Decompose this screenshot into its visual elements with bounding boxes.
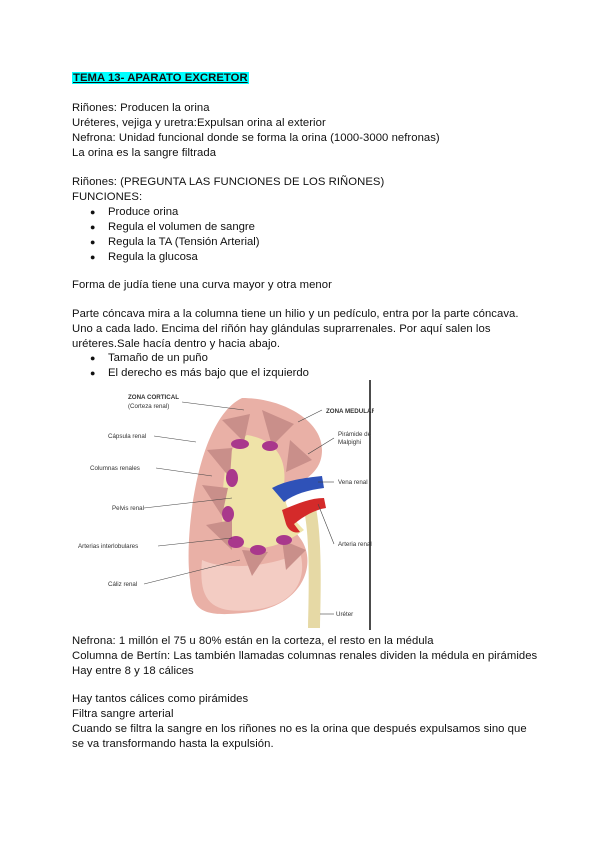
bullet-icon: ● bbox=[90, 237, 96, 247]
bullet-icon: ● bbox=[90, 353, 96, 363]
label-columnas-renales: Columnas renales bbox=[90, 465, 140, 472]
label-arteria-renal: Arteria renal bbox=[338, 541, 372, 548]
closing-line: Hay tantos cálices como pirámides bbox=[72, 693, 249, 705]
after-figure-line: Nefrona: 1 millón el 75 u 80% están en la corteza, el resto en la médula bbox=[72, 635, 434, 647]
closing-line: Filtra sangre arterial bbox=[72, 708, 174, 720]
kidney-illustration bbox=[72, 380, 374, 630]
intro-line: Nefrona: Unidad funcional donde se forma la orina (1000-3000 nefronas) bbox=[72, 132, 440, 144]
calyx-shape bbox=[228, 536, 244, 548]
after-figure-line: Columna de Bertín: Las también llamadas columnas renales dividen la médula en pirámides bbox=[72, 650, 538, 662]
kidneys-heading: Riñones: (PREGUNTA LAS FUNCIONES DE LOS RIÑONES) bbox=[72, 176, 385, 188]
bullet-icon: ● bbox=[90, 207, 96, 217]
concave-line: Uno a cada lado. Encima del riñón hay glándulas suprarrenales. Por aquí salen los bbox=[72, 323, 491, 335]
closing-line: Cuando se filtra la sangre en los riñones no es la orina que después expulsamos sino que bbox=[72, 723, 527, 735]
function-text: Regula la TA (Tensión Arterial) bbox=[108, 236, 260, 248]
label-piramide-2: Malpighi bbox=[338, 439, 362, 446]
label-arterias-interlobulares: Arterias interlobulares bbox=[78, 543, 139, 550]
title-text: TEMA 13- APARATO EXCRETOR bbox=[73, 72, 248, 84]
kidney-diagram bbox=[72, 380, 374, 630]
calyx-shape bbox=[226, 469, 238, 487]
intro-line: Riñones: Producen la orina bbox=[72, 102, 210, 114]
concave-line: Parte cóncava mira a la columna tiene un hilio y un pedículo, entra por la parte cóncava. bbox=[72, 308, 519, 320]
calyx-shape bbox=[222, 506, 234, 522]
document-title bbox=[72, 71, 249, 86]
label-capsula-renal: Cápsula renal bbox=[108, 433, 147, 440]
bullet-icon: ● bbox=[90, 368, 96, 378]
calyx-shape bbox=[250, 545, 266, 555]
functions-heading: FUNCIONES: bbox=[72, 191, 143, 203]
calyx-shape bbox=[262, 441, 278, 451]
bullet-icon: ● bbox=[90, 252, 96, 262]
function-text: Regula la glucosa bbox=[108, 251, 198, 263]
function-text: Produce orina bbox=[108, 206, 179, 218]
fact-text: El derecho es más bajo que el izquierdo bbox=[108, 367, 309, 379]
label-piramide-1: Pirámide de bbox=[338, 431, 372, 438]
label-vena-renal: Vena renal bbox=[338, 479, 368, 486]
label-pelvis-renal: Pelvis renal bbox=[112, 505, 144, 512]
label-caliz-renal: Cáliz renal bbox=[108, 581, 138, 588]
label-zona-medular: ZONA MEDULAR bbox=[326, 408, 374, 415]
calyx-shape bbox=[231, 439, 249, 449]
closing-line: se va transformando hasta la expulsión. bbox=[72, 738, 274, 750]
concave-line: uréteres.Sale hacía dentro y hacia abajo. bbox=[72, 338, 281, 350]
intro-line: Uréteres, vejiga y uretra:Expulsan orina al exterior bbox=[72, 117, 326, 129]
function-text: Regula el volumen de sangre bbox=[108, 221, 255, 233]
label-ureter: Uréter bbox=[336, 611, 354, 618]
bullet-icon: ● bbox=[90, 222, 96, 232]
fact-text: Tamaño de un puño bbox=[108, 352, 208, 364]
label-corteza-renal: (Corteza renal) bbox=[128, 403, 170, 410]
intro-line: La orina es la sangre filtrada bbox=[72, 147, 217, 159]
calyx-shape bbox=[276, 535, 292, 545]
label-zona-cortical: ZONA CORTICAL bbox=[128, 394, 179, 401]
shape-text: Forma de judía tiene una curva mayor y otra menor bbox=[72, 279, 332, 291]
after-figure-line: Hay entre 8 y 18 cálices bbox=[72, 665, 194, 677]
